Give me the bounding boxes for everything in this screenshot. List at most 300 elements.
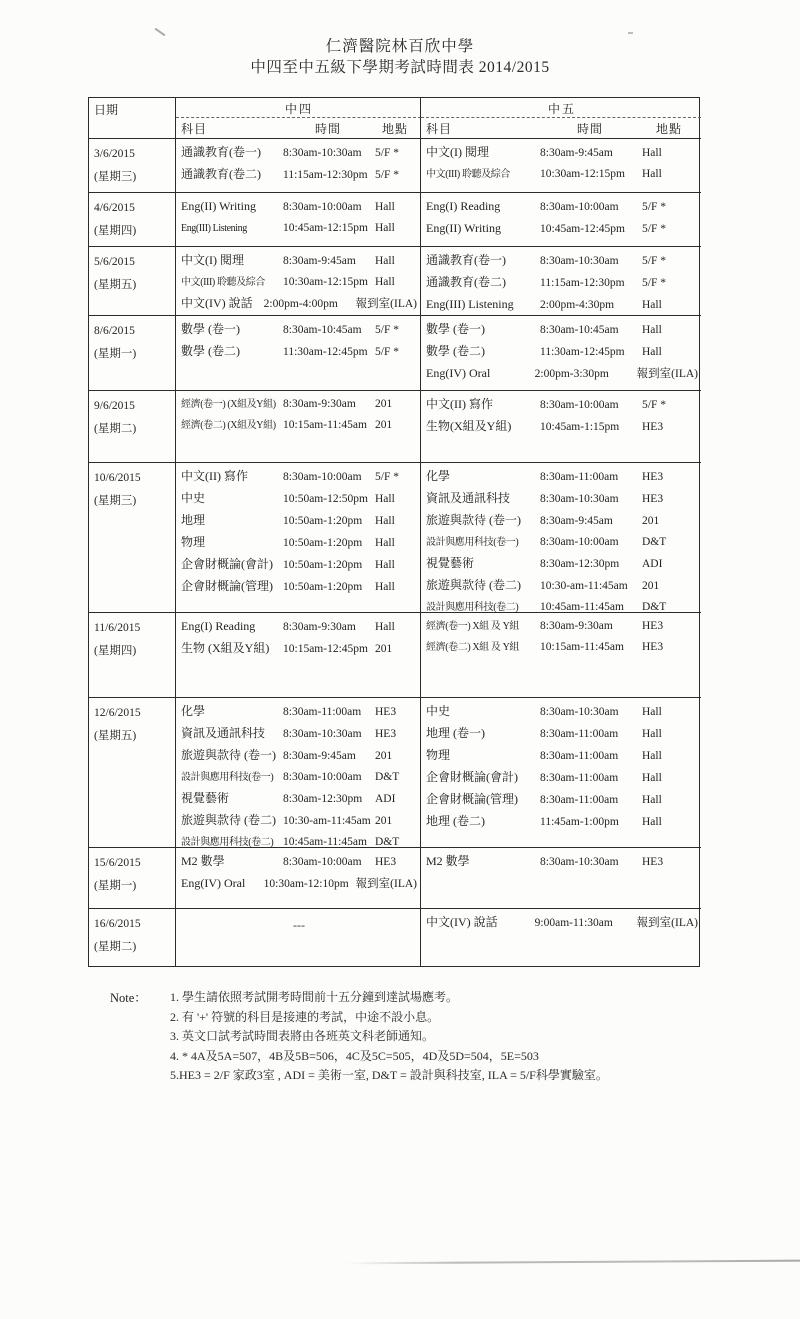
exam-location: Hall [642,299,662,311]
exam-entry [426,488,698,510]
exam-time: 8:30am-9:45am [283,255,356,267]
exam-subject: Eng(I) Reading [181,619,256,633]
exam-time: 10:45am-11:45am [283,836,367,848]
exam-subject: 中史 [181,491,206,505]
exam-location: HE3 [375,728,397,740]
exam-subject: 物理 [181,535,206,549]
exam-time: 11:30am-12:45pm [540,346,625,358]
note-line: 2. 有 '+' 符號的科目是接連的考試，中途不設小息。 [170,1009,440,1024]
exam-entry [181,745,417,767]
exam-entry [426,701,698,723]
date-cell [89,391,176,463]
exam-date: 3/6/2015 [94,148,135,160]
exam-entry [181,466,417,488]
exam-entry [181,767,417,788]
exam-location: 201 [375,419,393,431]
exam-cell-f5 [421,848,701,909]
exam-subject: Eng(IV) Oral [426,366,491,380]
exam-time: 10:45am-12:15pm [283,222,368,234]
subheader-form5 [421,118,701,139]
exam-time: 8:30am-10:30am [540,706,619,718]
exam-subject: 視覺藝術 [426,556,475,570]
exam-cell-f5 [421,463,701,613]
note-line: 5.HE3 = 2/F 家政3室 , ADI = 美術一室, D&T = 設計與科技室, ILA = 5/F科學實驗室。 [170,1068,608,1082]
subheader-time: 時間 [314,122,341,136]
exam-entry [181,488,417,510]
exam-time: 8:30am-10:30am [283,728,362,740]
exam-subject: 企會財概論(會計) [181,557,273,571]
exam-weekday: (星期四) [94,645,137,657]
exam-subject: 中文(III) 聆聽及綜合 [181,277,265,288]
exam-location: 5/F * [642,201,666,213]
exam-entry [426,912,698,934]
exam-weekday: (星期五) [94,730,137,742]
date-cell [89,316,176,391]
exam-entry [426,272,698,294]
exam-weekday: (星期一) [94,880,137,892]
exam-time: 8:30am-10:30am [540,255,619,267]
exam-time: 8:30am-10:00am [540,399,619,411]
exam-location: Hall [375,559,395,571]
exam-time: 8:30am-12:30pm [540,558,620,570]
exam-time: 10:30am-12:15pm [283,276,368,288]
exam-subject: 地理 (卷一) [426,726,485,740]
date-cell [89,613,176,698]
exam-weekday: (星期三) [94,171,137,183]
exam-cell-f5 [421,247,701,316]
exam-time: 8:30am-10:30am [540,856,619,868]
exam-location: 報到室(ILA) [355,878,417,890]
exam-location: HE3 [642,493,664,505]
exam-time: 10:50am-1:20pm [283,581,363,593]
exam-cell-f5 [421,909,701,966]
exam-subject: 企會財概論(管理) [426,792,518,806]
exam-location: Hall [375,493,395,505]
exam-subject: 通識教育(卷一) [426,253,506,267]
exam-time: 8:30am-11:00am [540,728,619,740]
exam-location: 201 [375,398,393,410]
exam-location: 5/F * [375,346,399,358]
exam-time: 8:30am-11:00am [540,772,619,784]
exam-entry [426,341,698,363]
exam-time: 8:30am-9:45am [540,147,613,159]
document-title: 仁濟醫院林百欣中學 [325,38,475,55]
exam-subject: 企會財概論(會計) [426,770,518,784]
exam-cell-f4 [176,909,421,966]
subheader-subject: 科目 [426,122,453,136]
exam-location: Hall [642,147,662,159]
exam-time: 8:30am-9:45am [283,750,356,762]
exam-subject: 化學 [181,704,206,718]
exam-location: HE3 [642,620,664,632]
exam-weekday: (星期一) [94,348,137,360]
exam-time: 10:15am-12:45pm [283,643,368,655]
exam-entry [426,532,698,553]
exam-location: 5/F * [642,223,666,235]
exam-subject: 數學 (卷二) [426,344,485,358]
date-cell [89,463,176,613]
exam-subject: Eng(I) Reading [426,199,501,213]
exam-location: ADI [642,558,663,570]
exam-weekday: (星期三) [94,495,137,507]
exam-time: 10:50am-1:20pm [283,537,363,549]
exam-weekday: (星期五) [94,279,137,291]
exam-entry [181,196,417,218]
exam-entry [181,810,417,832]
exam-location: Hall [375,621,395,633]
exam-location: HE3 [642,856,664,868]
exam-subject: 中文(IV) 說話 [426,915,498,929]
exam-date: 10/6/2015 [94,472,141,484]
exam-weekday: (星期二) [94,423,137,435]
exam-subject: M2 數學 [426,854,470,868]
exam-subject: 中文(II) 寫作 [181,469,248,483]
exam-cell-f4 [176,613,421,698]
exam-location: 5/F * [375,471,399,483]
exam-time: 8:30am-9:30am [283,398,356,410]
exam-location: 5/F * [375,169,399,181]
exam-subject: M2 數學 [181,854,225,868]
exam-date: 11/6/2015 [94,622,141,634]
exam-time: 8:30am-10:30am [283,147,362,159]
exam-subject: 生物 (X組及Y組) [181,641,270,655]
exam-subject: 地理 (卷二) [426,814,485,828]
exam-subject: 通識教育(卷一) [181,145,261,159]
title-block [0,36,800,78]
note-label: Note： [110,991,147,1005]
exam-location: D&T [642,601,667,613]
exam-location: 201 [642,580,660,592]
exam-time: 8:30am-9:45am [540,515,613,527]
exam-time: 10:15am-11:45am [540,641,624,653]
exam-entry [426,767,698,789]
exam-location: 報到室(ILA) [636,368,698,380]
note-items [170,988,608,1086]
exam-time: 2:00pm-4:00pm [263,298,338,310]
header-form5: 中五 [421,98,701,118]
exam-date: 4/6/2015 [94,202,135,214]
exam-entry [426,416,698,438]
exam-location: Hall [642,728,662,740]
exam-entry [181,851,417,873]
exam-timetable [88,97,700,967]
exam-cell-f4 [176,463,421,613]
header-form4: 中四 [176,98,421,118]
scan-artifact-mark [155,28,166,37]
exam-location: Hall [642,772,662,784]
exam-subject: Eng(III) Listening [426,297,514,311]
exam-location: ADI [375,793,396,805]
date-cell [89,139,176,193]
exam-location: HE3 [642,471,664,483]
exam-subject: 經濟(卷一) X組 及 Y組 [426,621,520,632]
exam-subject: 中文(I) 閱理 [181,253,244,267]
exam-entry [426,637,698,658]
exam-entry [181,701,417,723]
exam-weekday: (星期二) [94,941,137,953]
exam-entry [426,789,698,811]
exam-location: Hall [375,201,395,213]
exam-entry [426,851,698,873]
exam-subject: 中史 [426,704,451,718]
exam-location: Hall [375,537,395,549]
exam-time: 11:45am-1:00pm [540,816,619,828]
exam-subject: 經濟(卷二) (X組及Y組) [181,420,276,431]
exam-subject: 數學 (卷二) [181,344,240,358]
exam-entry [426,319,698,341]
exam-date: 12/6/2015 [94,707,141,719]
exam-subject: 數學 (卷一) [181,322,240,336]
exam-location: 5/F * [642,399,666,411]
exam-subject: 中文(III) 聆聽及綜合 [426,169,510,180]
exam-entry [426,394,698,416]
exam-location: 5/F * [375,147,399,159]
exam-time: 10:45am-11:45am [540,601,624,613]
exam-time: 10:50am-1:20pm [283,515,363,527]
subheader-subject: 科目 [181,122,208,136]
exam-entry [181,510,417,532]
exam-cell-f4 [176,193,421,247]
exam-time: 11:15am-12:30pm [283,169,368,181]
exam-cell-f5 [421,316,701,391]
exam-entry [181,142,417,164]
exam-location: HE3 [375,856,397,868]
exam-location: 201 [375,643,393,655]
scan-artifact-line [345,1260,800,1264]
date-cell [89,909,176,966]
exam-subject: 化學 [426,469,451,483]
exam-location: 5/F * [375,324,399,336]
exam-cell-f4 [176,247,421,316]
exam-entry [181,293,417,315]
exam-location: Hall [642,346,662,358]
exam-date: 5/6/2015 [94,256,135,268]
exam-time: 10:50am-12:50pm [283,493,368,505]
exam-time: 2:00pm-4:30pm [540,299,615,311]
exam-location: Hall [642,168,662,180]
exam-entry [181,341,417,363]
exam-cell-f4 [176,391,421,463]
exam-location: 報到室(ILA) [355,298,417,310]
exam-entry [426,597,698,613]
exam-time: 10:30am-12:10pm [263,878,349,890]
exam-entry [181,638,417,660]
exam-time: 10:45am-1:15pm [540,421,620,433]
exam-subject: 設計與應用科技(卷二) [426,602,519,613]
exam-subject: 旅遊與款待 (卷一) [181,748,276,762]
exam-time: 10:45am-12:45pm [540,223,625,235]
exam-time: 8:30am-9:30am [283,621,356,633]
exam-entry [426,164,698,185]
exam-cell-f5 [421,391,701,463]
exam-time: 8:30am-10:00am [283,771,362,783]
exam-time: 10:50am-1:20pm [283,559,363,571]
exam-entry [426,218,698,240]
notes-section [110,988,608,1086]
exam-entry [181,164,417,186]
exam-subject: Eng(III) Listening [181,223,247,234]
document-subtitle: 中四至中五級下學期考試時間表 2014/2015 [250,59,550,76]
exam-time: 8:30am-10:00am [540,201,619,213]
exam-entry [426,363,698,385]
exam-cell-f5 [421,613,701,698]
note-line: 4. * 4A及5A=507，4B及5B=506，4C及5C=505，4D及5D=504，5E=503 [170,1048,539,1063]
exam-entry [181,576,417,598]
header-date: 日期 [89,98,176,139]
exam-time: 8:30am-11:00am [283,706,362,718]
exam-subject: 旅遊與款待 (卷二) [181,813,276,827]
date-cell [89,193,176,247]
exam-subject: 中文(II) 寫作 [426,397,493,411]
subheader-form4 [176,118,421,139]
empty-marker: --- [293,918,305,932]
exam-subject: 通識教育(卷二) [181,167,261,181]
exam-date: 9/6/2015 [94,400,135,412]
exam-entry [426,294,698,316]
exam-entry [181,394,417,415]
exam-time: 10:30am-12:15pm [540,168,625,180]
exam-date: 16/6/2015 [94,918,141,930]
exam-entry [426,250,698,272]
exam-time: 8:30am-11:00am [540,750,619,762]
exam-subject: 旅遊與款待 (卷二) [426,578,521,592]
exam-subject: 中文(IV) 說話 [181,296,253,310]
exam-entry [181,319,417,341]
exam-subject: 旅遊與款待 (卷一) [426,513,521,527]
exam-subject: Eng(II) Writing [426,221,501,235]
exam-time: 8:30am-9:30am [540,620,613,632]
exam-time: 8:30am-10:00am [283,201,362,213]
exam-subject: 企會財概論(管理) [181,579,273,593]
exam-location: 201 [642,515,660,527]
exam-time: 8:30am-11:00am [540,794,619,806]
exam-subject: 數學 (卷一) [426,322,485,336]
exam-location: HE3 [375,706,397,718]
exam-location: HE3 [642,641,664,653]
note-line: 1. 學生請依照考試開考時間前十五分鐘到達試場應考。 [170,990,459,1004]
exam-location: Hall [375,581,395,593]
subheader-time: 時間 [576,122,603,136]
exam-date: 8/6/2015 [94,325,135,337]
exam-subject: 設計與應用科技(卷一) [181,772,274,783]
exam-subject: 生物(X組及Y組) [426,419,512,433]
exam-subject: 經濟(卷一) (X組及Y組) [181,399,276,410]
exam-location: D&T [642,536,667,548]
exam-date: 15/6/2015 [94,857,141,869]
exam-entry [426,553,698,575]
exam-location: 報到室(ILA) [636,917,698,929]
exam-time: 8:30am-10:00am [283,471,362,483]
exam-time: 10:30-am-11:45am [540,580,628,592]
exam-time: 8:30am-12:30pm [283,793,363,805]
exam-time: 9:00am-11:30am [534,917,613,929]
exam-cell-f5 [421,698,701,848]
exam-subject: Eng(IV) Oral [181,876,246,890]
exam-time: 8:30am-11:00am [540,471,619,483]
date-cell [89,698,176,848]
exam-subject: 中文(I) 閱理 [426,145,489,159]
exam-cell-f4 [176,848,421,909]
exam-subject: 地理 [181,513,206,527]
exam-time: 8:30am-10:45am [283,324,362,336]
note-line: 3. 英文口試考試時間表將由各班英文科老師通知。 [170,1029,435,1043]
exam-entry [181,723,417,745]
exam-subject: 物理 [426,748,451,762]
exam-location: D&T [375,771,400,783]
exam-subject: 設計與應用科技(卷二) [181,837,274,848]
exam-entry [181,218,417,239]
exam-weekday: (星期四) [94,225,137,237]
exam-subject: 設計與應用科技(卷一) [426,537,519,548]
exam-location: Hall [375,515,395,527]
exam-entry [181,832,417,848]
exam-subject: 視覺藝術 [181,791,230,805]
exam-location: Hall [642,794,662,806]
exam-entry [181,616,417,638]
exam-entry [426,616,698,637]
exam-time: 10:30-am-11:45am [283,815,371,827]
exam-cell-f5 [421,193,701,247]
exam-entry [181,250,417,272]
exam-subject: 通識教育(卷二) [426,275,506,289]
exam-location: Hall [642,816,662,828]
exam-entry [181,554,417,576]
exam-entry [426,745,698,767]
exam-entry [426,575,698,597]
exam-time: 11:30am-12:45pm [283,346,368,358]
exam-location: Hall [642,706,662,718]
exam-time: 8:30am-10:00am [283,856,362,868]
exam-location: Hall [375,222,395,234]
exam-time: 11:15am-12:30pm [540,277,625,289]
exam-entry [181,788,417,810]
exam-location: Hall [375,255,395,267]
exam-location: 201 [375,750,393,762]
exam-location: 201 [375,815,393,827]
subheader-location: 地點 [655,122,682,136]
exam-subject: 經濟(卷二) X組 及 Y組 [426,642,520,653]
exam-time: 8:30am-10:45am [540,324,619,336]
exam-subject: Eng(II) Writing [181,199,256,213]
exam-entry [426,811,698,833]
exam-entry [426,142,698,164]
exam-cell-f4 [176,139,421,193]
exam-location: Hall [642,324,662,336]
exam-entry [181,272,417,293]
exam-cell-f4 [176,698,421,848]
exam-location: Hall [642,750,662,762]
exam-entry [426,723,698,745]
exam-cell-f4 [176,316,421,391]
exam-entry [426,466,698,488]
exam-entry [181,415,417,436]
exam-location: 5/F * [642,277,666,289]
exam-subject: 資訊及通訊科技 [181,726,266,740]
exam-entry [426,196,698,218]
exam-time: 10:15am-11:45am [283,419,367,431]
exam-entry [181,873,417,895]
exam-subject: 資訊及通訊科技 [426,491,511,505]
exam-time: 8:30am-10:00am [540,536,619,548]
scan-artifact-mark [628,32,633,34]
exam-entry [426,510,698,532]
date-cell [89,247,176,316]
exam-location: D&T [375,836,400,848]
exam-location: Hall [375,276,395,288]
exam-time: 8:30am-10:30am [540,493,619,505]
exam-time: 2:00pm-3:30pm [534,368,609,380]
exam-location: 5/F * [642,255,666,267]
